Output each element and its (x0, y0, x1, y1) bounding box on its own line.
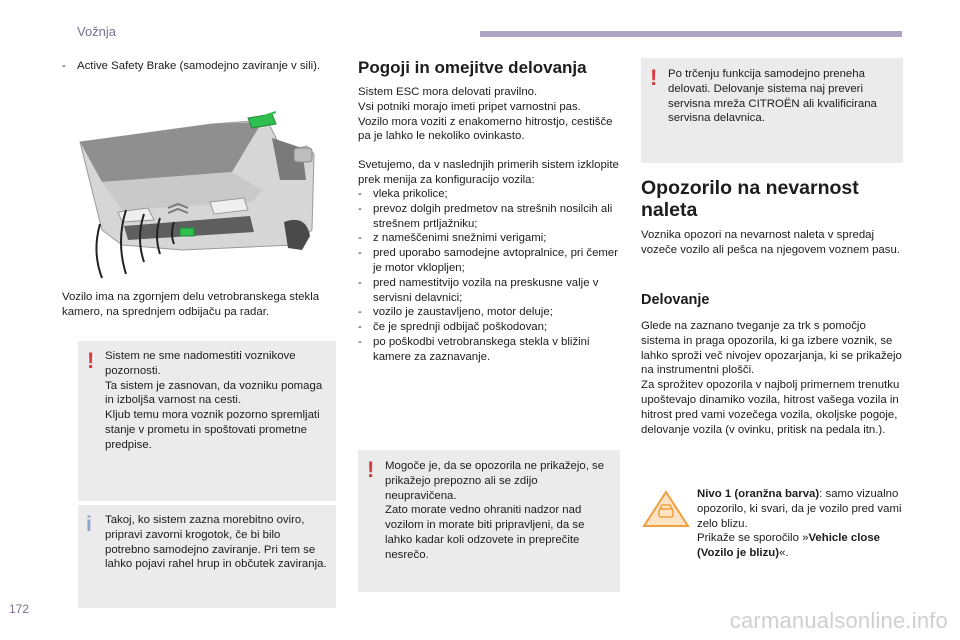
orange-alert-icon (641, 489, 691, 529)
list-item: - če je sprednji odbijač poškodovan; (358, 320, 620, 335)
level1-msg-prefix: Prikaže se sporočilo » (697, 532, 809, 545)
operation-paragraph: Glede na zaznano tveganje za trk s pomočjo sistema in praga opozorila, ki ga izbere voznik, se lahko sproži več nivojev opozarjanja, ki se prikažejo na instrumentni plošči. (641, 320, 902, 377)
warning-text: Sistem ne sme nadomestiti voznikove pozornosti. (105, 350, 296, 377)
watermark: carmanualsonline.info (729, 608, 948, 633)
vehicle-illustration (62, 110, 337, 280)
warning-text: Kljub temu mora voznik pozorno spremljati stanje v prometu in spoštovati prometne predpise. (105, 409, 320, 451)
conditions-intro (358, 85, 620, 144)
warning-text: Mogoče je, da se opozorila ne prikažejo, se prikažejo prepozno ali se zdijo neupravičena. (385, 460, 605, 502)
warning-box-attention (78, 341, 336, 501)
heading-conditions-limits: Pogoji in omejitve delovanja (358, 58, 587, 77)
heading-collision-warning: Opozorilo na nevarnost naleta (641, 177, 859, 221)
list-item: - vozilo je zaustavljeno, motor deluje; (358, 305, 620, 320)
warning-box-false-alerts (358, 450, 620, 592)
info-box-brake-preparation (78, 505, 336, 608)
info-text: Takoj, ko sistem zazna morebitno oviro, pripravi zavorni krogotok, če bi bilo potrebno samodejno zaviranje. Pri tem se lahko pojavi rahel hrup in občutek zaviranja. (105, 514, 327, 571)
level1-msg-suffix: «. (779, 547, 789, 560)
header-bar (480, 31, 902, 37)
level1-description (697, 487, 905, 561)
operation-paragraph: Za sprožitev opozorila v najbolj primernem trenutku upoštevajo dinamiko vozila, hitrost vašega vozila in hitrost pred vami vozečega vozila, okoljske pogoje, delovanje vozila (v ovinku, pritisk na pedala itn.). (641, 379, 900, 436)
deactivation-list (358, 187, 620, 365)
info-icon: i (86, 513, 92, 536)
list-item: - pred namestitvijo vozila na preskusne valje v servisni delavnici; (358, 276, 620, 306)
operation-text (641, 319, 903, 437)
warning-icon: ! (650, 65, 658, 90)
level1-label: Nivo 1 (oranžna barva) (697, 488, 820, 500)
list-item: - prevoz dolgih predmetov na strešnih nosilcih ali strešnem prtljažniku; (358, 202, 620, 232)
section-title: Vožnja (77, 24, 117, 39)
warning-box-after-collision (641, 58, 903, 163)
warning-text: Zato morate vedno ohraniti nadzor nad vozilom in morate biti pripravljeni, da se lahko kadar koli odzovete in preprečite nesrečo. (385, 504, 585, 561)
camera-radar-text: Vozilo ima na zgornjem delu vetrobranskega stekla kamero, na sprednjem odbijaču pa radar. (62, 291, 320, 318)
condition-line: Sistem ESC mora delovati pravilno. (358, 86, 538, 98)
warning-text: Ta sistem je zasnovan, da vozniku pomaga in izboljša varnost na cesti. (105, 379, 323, 407)
list-item: - po poškodbi vetrobranskega stekla v bližini kamere za zaznavanje. (358, 335, 620, 365)
warning-icon: ! (367, 457, 375, 482)
heading-operation: Delovanje (641, 292, 710, 308)
warning-icon: ! (87, 348, 95, 373)
level1-text: : samo vizualno opozorilo, ki svari, da je vozilo pred vami zelo blizu. (697, 488, 902, 530)
condition-line: Vozilo mora voziti z enakomerno hitrostjo, cestišče pa je lahko le nekoliko ovinkasto. (358, 115, 613, 143)
bullet-active-safety-brake: - Active Safety Brake (samodejno zaviranje v sili). (62, 59, 347, 74)
list-item: - vleka prikolice; (358, 187, 620, 202)
list-item: - z nameščenimi snežnimi verigami; (358, 231, 620, 246)
page-number: 172 (9, 602, 30, 616)
list-item: - pred uporabo samodejne avtopralnice, pri čemer je motor vklopljen; (358, 246, 620, 276)
condition-line: Vsi potniki morajo imeti pripet varnostni pas. (358, 100, 581, 113)
collision-warning-intro: Voznika opozori na nevarnost naleta v spredaj vozeče vozilo ali pešca na njegovem voznem pasu. (641, 229, 900, 256)
warning-text: Po trčenju funkcija samodejno preneha delovati. Delovanje sistema naj preveri servisna mreža CITROËN ali kvalificirana servisna delavnica. (668, 68, 877, 125)
advice-text: Svetujemo, da v naslednjih primerih sistem izklopite prek menija za konfiguracijo vozila: (358, 159, 619, 186)
level1-message: Vehicle close (Vozilo je blizu) (697, 532, 880, 560)
